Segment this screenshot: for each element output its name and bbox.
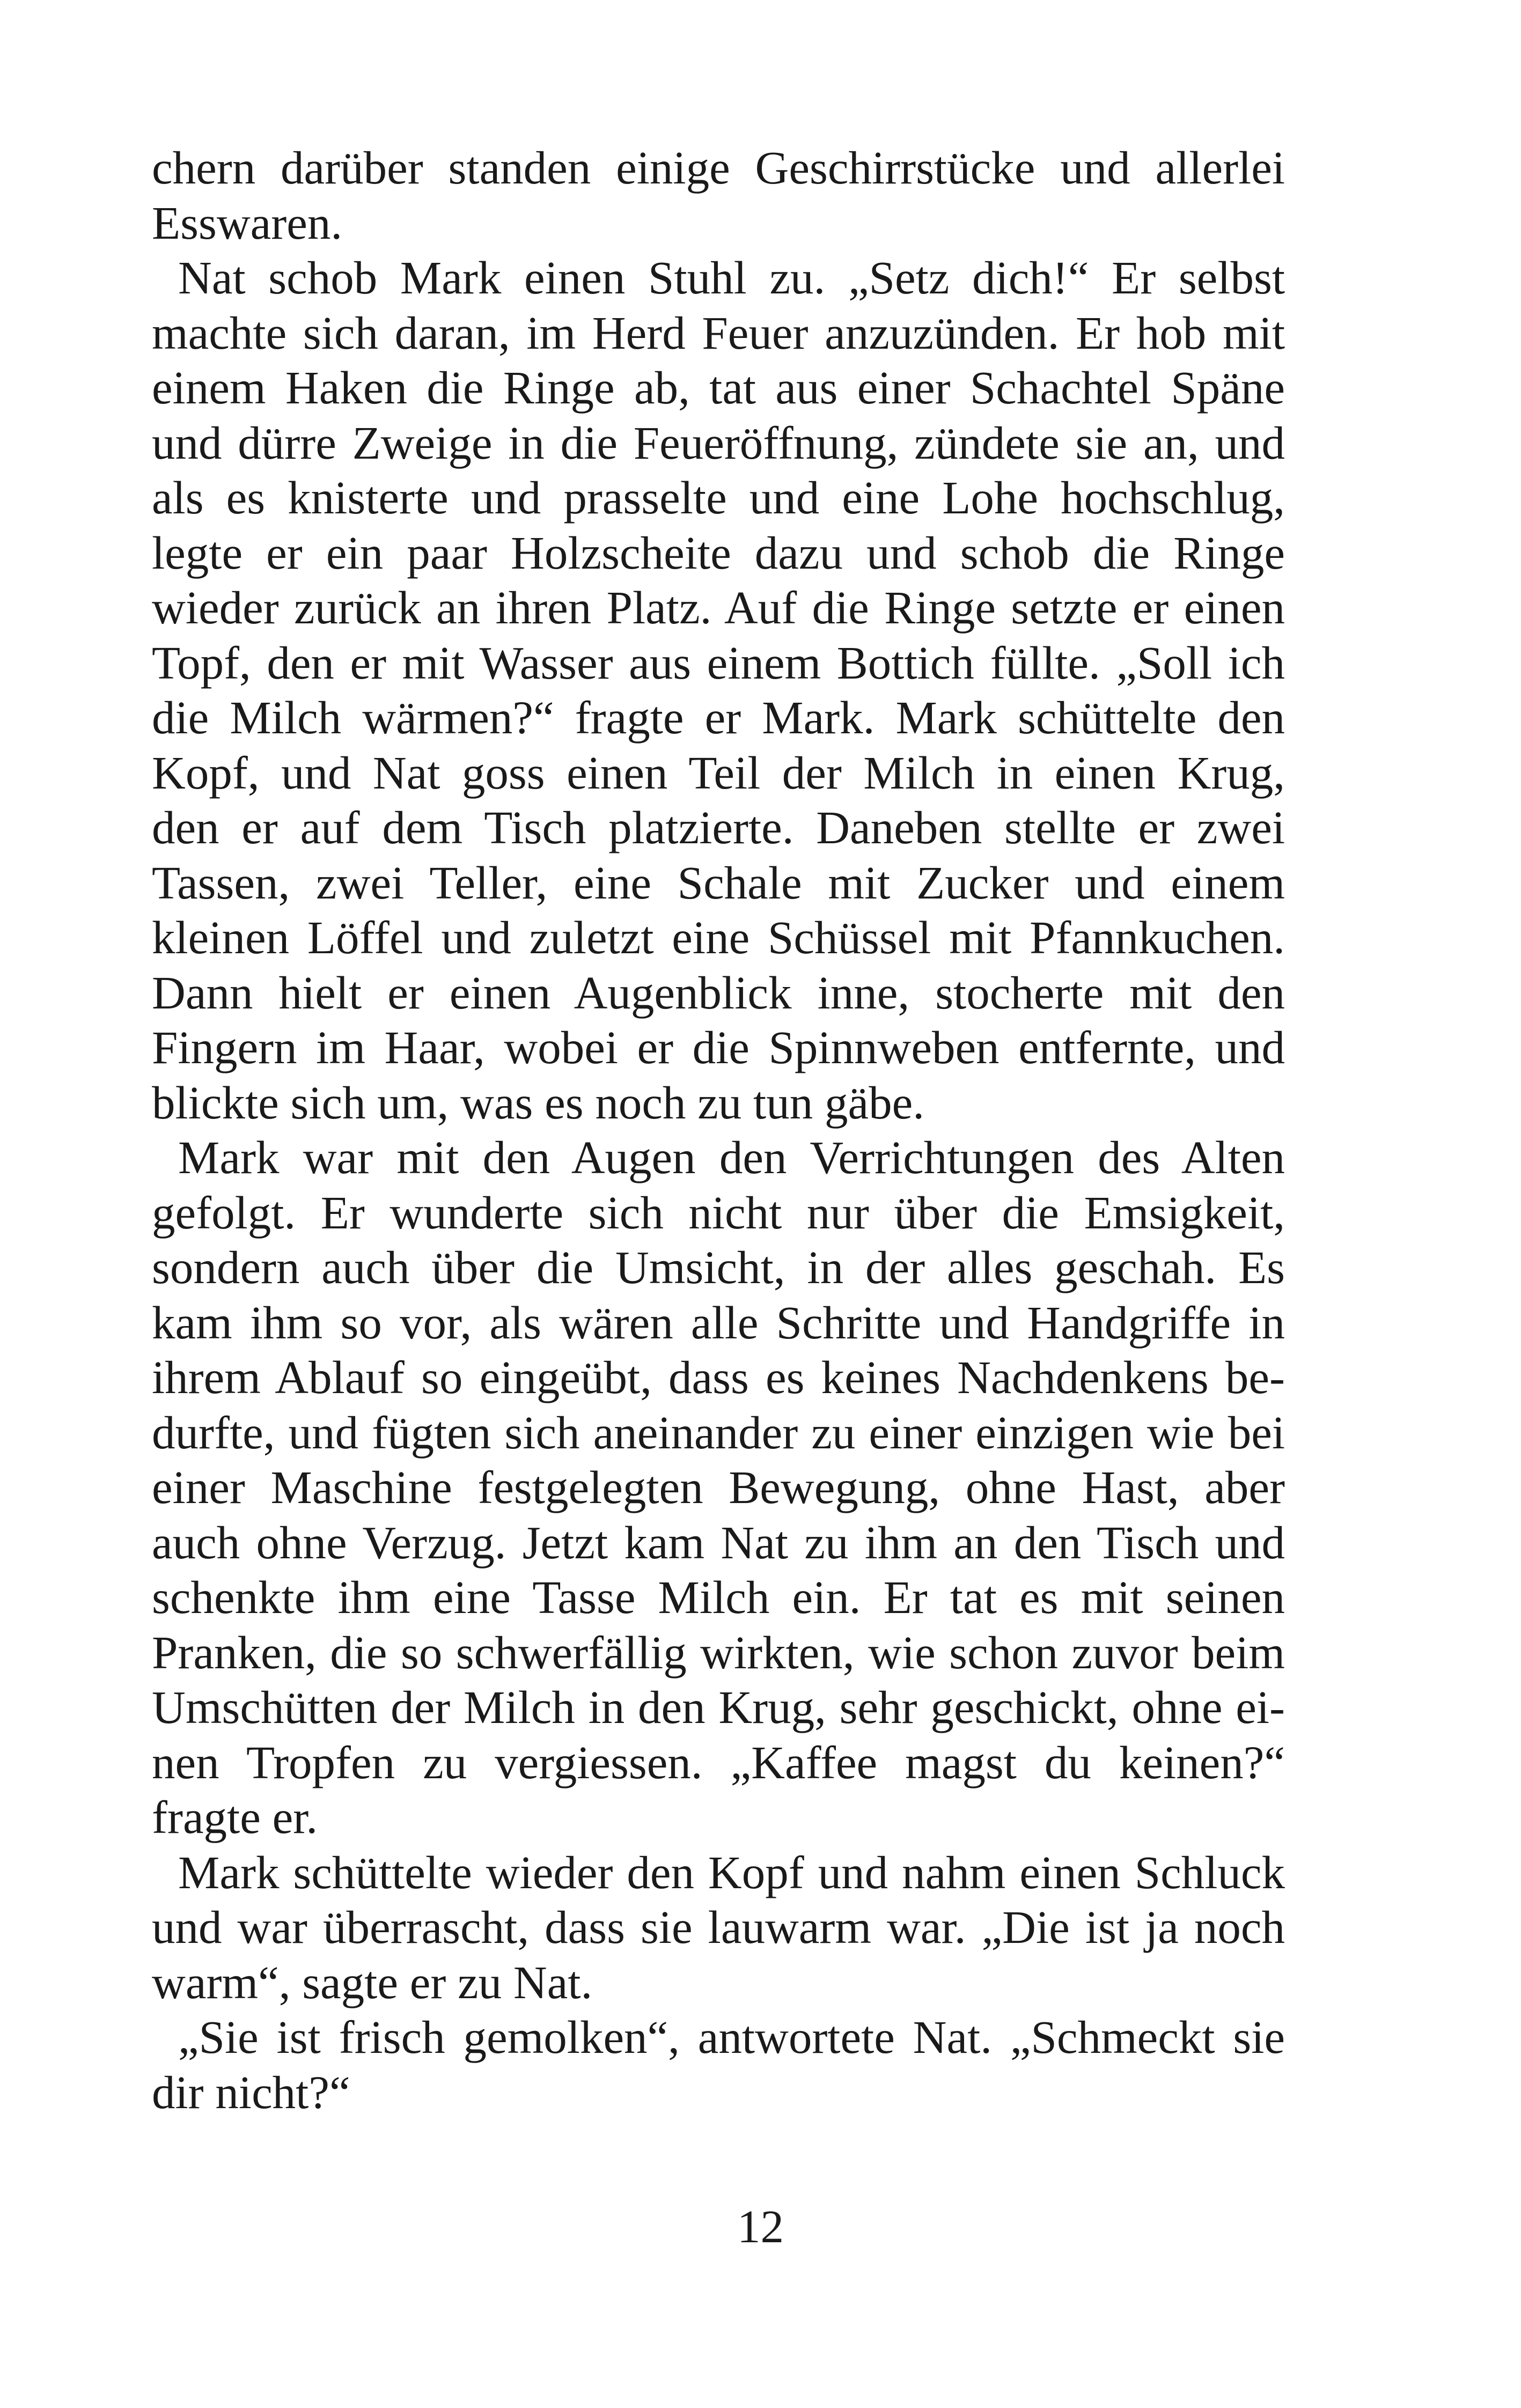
text-line: Topf, den er mit Wasser aus einem Bottich füllte. „Soll ich bbox=[152, 636, 1285, 689]
text-line: machte sich daran, im Herd Feuer anzuzünden. Er hob mit bbox=[152, 306, 1285, 359]
text-line: dir nicht?“ bbox=[152, 2066, 350, 2118]
text-line: Tassen, zwei Teller, eine Schale mit Zucker und einem bbox=[152, 856, 1285, 909]
text-line: Mark schüttelte wieder den Kopf und nahm einen Schluck bbox=[178, 1846, 1285, 1898]
paragraph-p2 bbox=[152, 251, 1285, 1130]
text-line: kleinen Löffel und zuletzt eine Schüssel mit Pfannkuchen. bbox=[152, 911, 1285, 963]
text-line: legte er ein paar Holzscheite dazu und schob die Ringe bbox=[152, 526, 1285, 579]
text-line: und dürre Zweige in die Feueröffnung, zündete sie an, und bbox=[152, 416, 1285, 469]
body-text bbox=[152, 141, 1285, 2120]
text-line: wieder zurück an ihren Platz. Auf die Ringe setzte er einen bbox=[152, 581, 1285, 634]
text-line: Nat schob Mark einen Stuhl zu. „Setz dich!“ Er selbst bbox=[178, 252, 1285, 304]
paragraph-p1 bbox=[152, 141, 1285, 251]
text-line: schenkte ihm eine Tasse Milch ein. Er tat es mit seinen bbox=[152, 1571, 1285, 1623]
text-line: sondern auch über die Umsicht, in der alles geschah. Es bbox=[152, 1241, 1285, 1293]
text-line: einer Maschine festgelegten Bewegung, ohne Hast, aber bbox=[152, 1461, 1285, 1513]
text-line: einem Haken die Ringe ab, tat aus einer Schachtel Späne bbox=[152, 362, 1285, 414]
text-line: Fingern im Haar, wobei er die Spinnweben entfernte, und bbox=[152, 1021, 1285, 1073]
text-line: „Sie ist frisch gemolken“, antwortete Nat. „Schmeckt sie bbox=[178, 2011, 1285, 2063]
text-line: Esswaren. bbox=[152, 196, 343, 249]
text-line: Mark war mit den Augen den Verrichtungen des Alten bbox=[178, 1131, 1285, 1183]
text-line: Dann hielt er einen Augenblick inne, stocherte mit den bbox=[152, 966, 1285, 1019]
text-line: blickte sich um, was es noch zu tun gäbe. bbox=[152, 1076, 924, 1129]
text-line: und war überrascht, dass sie lauwarm war. „Die ist ja noch bbox=[152, 1901, 1285, 1953]
text-line: Pranken, die so schwerfällig wirkten, wie schon zuvor beim bbox=[152, 1626, 1285, 1678]
text-line: Umschütten der Milch in den Krug, sehr geschickt, ohne ei- bbox=[152, 1681, 1285, 1733]
paragraph-p5 bbox=[152, 2010, 1285, 2120]
text-line: fragte er. bbox=[152, 1791, 318, 1843]
page-number: 12 bbox=[737, 2200, 784, 2252]
text-line: kam ihm so vor, als wären alle Schritte und Handgriffe in bbox=[152, 1296, 1285, 1349]
text-line: ihrem Ablauf so eingeübt, dass es keines Nachdenkens be- bbox=[152, 1351, 1285, 1403]
text-line: gefolgt. Er wunderte sich nicht nur über die Emsigkeit, bbox=[152, 1186, 1285, 1239]
text-line: den er auf dem Tisch platzierte. Daneben stellte er zwei bbox=[152, 801, 1285, 853]
text-line: durfte, und fügten sich aneinander zu einer einzigen wie bei bbox=[152, 1406, 1285, 1459]
text-line: warm“, sagte er zu Nat. bbox=[152, 1956, 593, 2008]
text-line: nen Tropfen zu vergiessen. „Kaffee magst du keinen?“ bbox=[152, 1736, 1285, 1788]
text-line: Kopf, und Nat goss einen Teil der Milch in einen Krug, bbox=[152, 746, 1285, 799]
paragraph-p3 bbox=[152, 1130, 1285, 1845]
text-line: die Milch wärmen?“ fragte er Mark. Mark schüttelte den bbox=[152, 691, 1285, 743]
text-line: auch ohne Verzug. Jetzt kam Nat zu ihm an den Tisch und bbox=[152, 1516, 1285, 1568]
text-line: als es knisterte und prasselte und eine Lohe hochschlug, bbox=[152, 472, 1285, 524]
text-line: chern darüber standen einige Geschirrstücke und allerlei bbox=[152, 142, 1285, 194]
paragraph-p4 bbox=[152, 1845, 1285, 2011]
